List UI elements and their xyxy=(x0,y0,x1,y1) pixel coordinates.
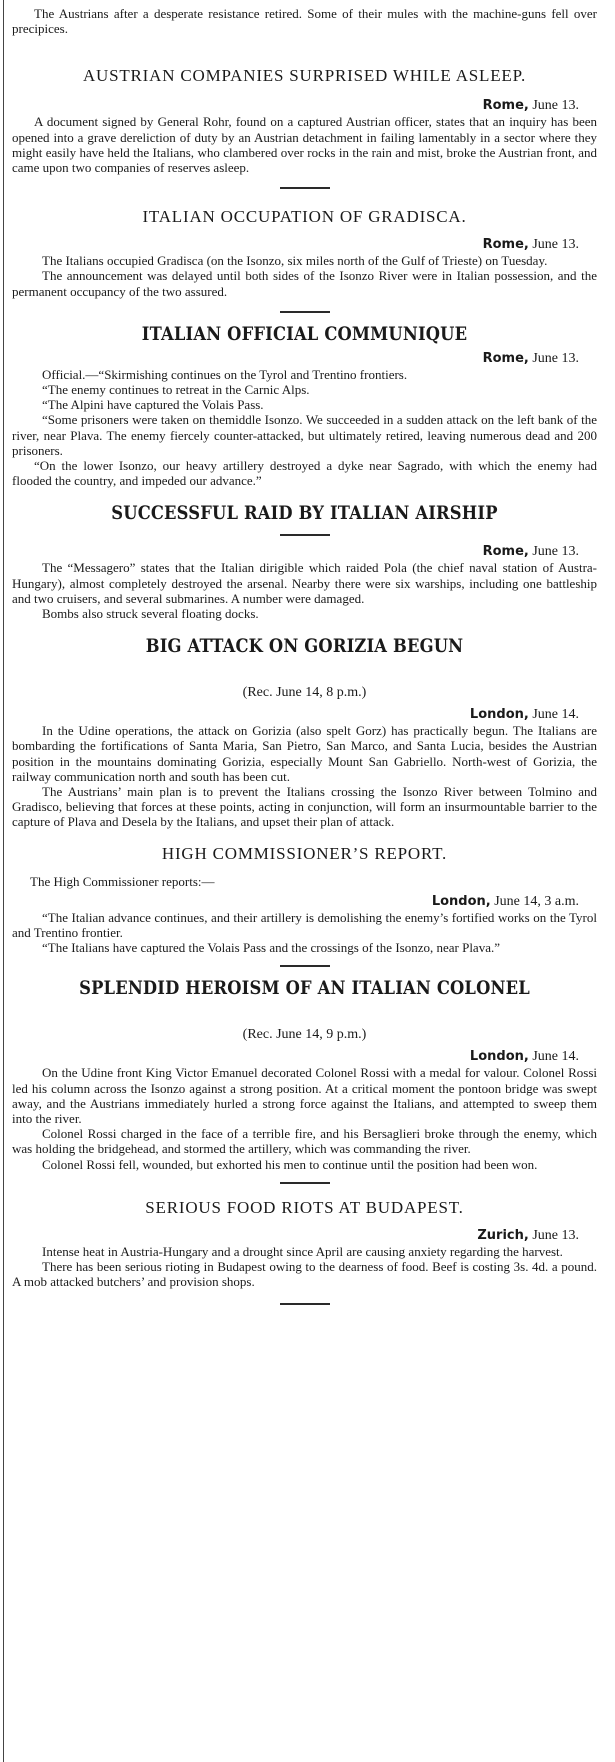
section-divider xyxy=(280,187,330,189)
intro-paragraph: The Austrians after a desperate resistance retired. Some of their mules with the machine-guns fell over precipices. xyxy=(12,6,597,37)
dateline xyxy=(12,351,597,367)
paragraph: The Austrians’ main plan is to prevent the Italians crossing the Isonzo River between Tolmino and Gradisco, believing that forces at these points, acting in conjunction, will form an insurmountable barrier to the capture of Plava and Desela by the Italians, and upset their plan of attack. xyxy=(12,784,597,830)
headline-food-riots: SERIOUS FOOD RIOTS AT BUDAPEST. xyxy=(145,1197,464,1217)
dateline-date: June 13. xyxy=(532,350,579,366)
section-divider xyxy=(280,311,330,313)
dateline-place: Rome, xyxy=(482,98,529,114)
lead-line: The High Commissioner reports:— xyxy=(30,873,215,889)
dateline-date: June 14, 3 a.m. xyxy=(494,893,579,909)
dateline xyxy=(12,894,597,910)
dateline-date: June 13. xyxy=(532,544,579,560)
dateline-place: London, xyxy=(431,893,491,909)
headline-official-communique: ITALIAN OFFICIAL COMMUNIQUE xyxy=(141,322,468,345)
paragraph: In the Udine operations, the attack on Gorizia (also spelt Gorz) has practically begun. The Italians are bombarding the fortifications of Santa Maria, San Pietro, San Marco, and Santa Lucia, besides the Austrian position in the mountains dominating Gorizia, especially Mount San Gabriello. North-west of Gorizia, the railway communication north and south has been cut. xyxy=(12,723,597,784)
paragraph: Colonel Rossi charged in the face of a terrible fire, and his Bersaglieri broke through the enemy, which was holding the bridgehead, and stormed the artillery, which was commanding the river. xyxy=(12,1126,597,1157)
dateline-place: Rome, xyxy=(482,544,529,560)
article-body xyxy=(4,0,604,1305)
dateline xyxy=(12,237,597,253)
section-divider xyxy=(280,965,330,967)
received-time: (Rec. June 14, 8 p.m.) xyxy=(242,685,367,701)
paragraph: “The Italians have captured the Volais Pass and the crossings of the Isonzo, near Plava.” xyxy=(42,940,500,956)
paragraph: There has been serious rioting in Budapest owing to the dearness of food. Beef is costing 3s. 4d. a pound. A mob attacked butchers’ and provision shops. xyxy=(12,1258,597,1290)
paragraph: The “Messagero” states that the Italian dirigible which raided Pola (the chief naval station of Austra-Hungary), almost completely destroyed the arsenal. Nearby there were six warships, including one battleship and two cruisers, and several submarines. A number were damaged. xyxy=(12,560,597,606)
paragraph: Official.—“Skirmishing continues on the Tyrol and Trentino frontiers. xyxy=(42,366,408,382)
paragraph: “The Italian advance continues, and their artillery is demolishing the enemy’s fortified works on the Tyrol and Trentino frontier. xyxy=(12,909,597,940)
newspaper-column xyxy=(3,0,604,1762)
dateline-date: June 13. xyxy=(532,237,579,253)
dateline-date: June 13. xyxy=(532,98,579,114)
paragraph: On the Udine front King Victor Emanuel decorated Colonel Rossi with a medal for valour. Colonel Rossi led his column across the Isonzo against a strong position. At a critical moment the pontoon bridge was swept away, and the Austrians immediately hurled a strong force against the Italians, and attempted to sweep them into the river. xyxy=(12,1065,597,1126)
headline-gradisca: ITALIAN OCCUPATION OF GRADISCA. xyxy=(142,207,467,227)
headline-airship-raid: SUCCESSFUL RAID BY ITALIAN AIRSHIP xyxy=(111,502,498,525)
headline-italian-colonel: SPLENDID HEROISM OF AN ITALIAN COLONEL xyxy=(79,977,530,1000)
paragraph: Intense heat in Austria-Hungary and a drought since April are causing anxiety regarding the harvest. xyxy=(42,1243,563,1259)
dateline-place: Rome, xyxy=(482,350,529,366)
dateline-date: June 14. xyxy=(532,707,579,723)
paragraph: A document signed by General Rohr, found on a captured Austrian officer, states that an inquiry has been opened into a grave dereliction of duty by an Austrian detachment in failing lamentably in a sector where they might easily have held the Italians, who clambered over rocks in the rain and mist, broke the Austrian front, and came upon two companies of reserves asleep. xyxy=(12,114,597,176)
dateline-place: London, xyxy=(469,707,529,723)
paragraph: The announcement was delayed until both sides of the Isonzo River were in Italian possession, and the permanent occupancy of the two assured. xyxy=(12,268,597,299)
headline-high-commissioner: HIGH COMMISSIONER’S REPORT. xyxy=(161,843,448,863)
headline-austrian-companies: AUSTRIAN COMPANIES SURPRISED WHILE ASLEEP. xyxy=(82,66,527,86)
dateline xyxy=(12,544,597,560)
dateline xyxy=(12,707,597,723)
headline-gorizia-attack: BIG ATTACK ON GORIZIA BEGUN xyxy=(145,635,464,658)
section-divider xyxy=(280,534,330,536)
dateline-date: June 14. xyxy=(532,1049,579,1065)
paragraph: “The Alpini have captured the Volais Pass. xyxy=(42,397,264,413)
section-divider xyxy=(280,1303,330,1305)
dateline xyxy=(12,1228,597,1244)
paragraph: The Italians occupied Gradisca (on the Isonzo, six miles north of the Gulf of Trieste) on Tuesday. xyxy=(42,253,548,269)
paragraph: Colonel Rossi fell, wounded, but exhorted his men to continue until the position had been won. xyxy=(42,1156,538,1172)
dateline xyxy=(12,1049,597,1065)
dateline-place: Rome, xyxy=(482,237,529,253)
dateline-place: Zurich, xyxy=(477,1227,529,1243)
dateline-date: June 13. xyxy=(532,1227,579,1243)
paragraph: “Some prisoners were taken on themiddle Isonzo. We succeeded in a sudden attack on the left bank of the river, near Plava. The enemy fiercely counter-attacked, but ultimately retired, leaving numerous dead and 200 prisoners. xyxy=(12,412,597,458)
dateline-place: London, xyxy=(469,1049,529,1065)
paragraph: “On the lower Isonzo, our heavy artillery destroyed a dyke near Sagrado, with which the enemy had flooded the country, and impeded our advance.” xyxy=(12,458,597,489)
section-divider xyxy=(280,1182,330,1184)
paragraph: “The enemy continues to retreat in the Carnic Alps. xyxy=(42,382,310,398)
dateline xyxy=(12,98,597,114)
paragraph: Bombs also struck several floating docks. xyxy=(42,606,259,622)
received-time: (Rec. June 14, 9 p.m.) xyxy=(242,1027,367,1043)
